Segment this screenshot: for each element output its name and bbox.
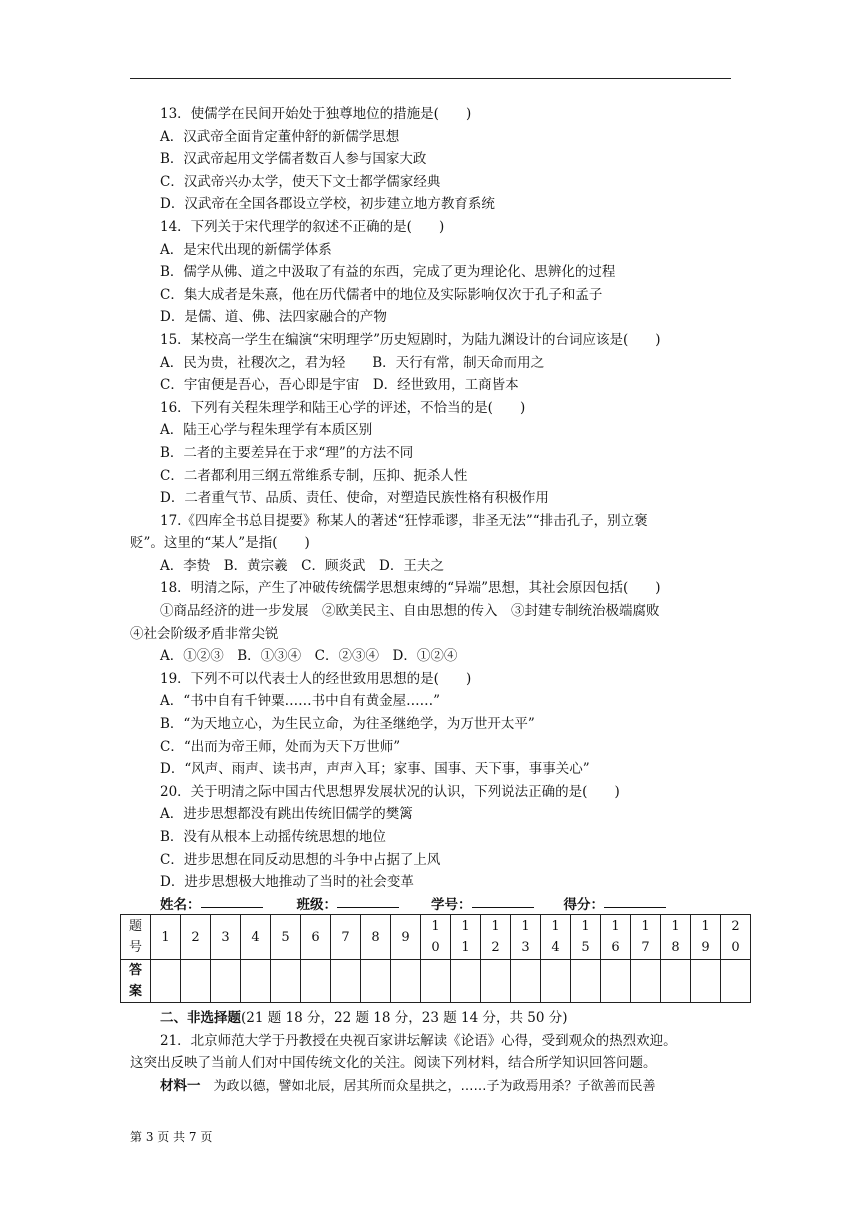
question-number-cell-char: 1 bbox=[521, 919, 530, 934]
option-line: A．进步思想都没有跳出传统旧儒学的樊篱 bbox=[160, 806, 413, 823]
answer-cell[interactable] bbox=[421, 960, 451, 1003]
question-number-cell-char: 9 bbox=[401, 929, 410, 945]
material-text: 为政以德，譬如北辰，居其所而众星拱之，……子为政焉用杀？子欲善而民善 bbox=[200, 1078, 656, 1094]
question-number-cell bbox=[451, 915, 481, 960]
question-number-cell bbox=[361, 915, 391, 960]
question-number-row bbox=[121, 915, 751, 960]
question-number-cell-char: 1 bbox=[701, 919, 710, 934]
answer-cell[interactable] bbox=[541, 960, 571, 1003]
option-line: C．宇宙便是吾心，吾心即是宇宙 D．经世致用，工商皆本 bbox=[160, 377, 519, 394]
question-number-cell bbox=[631, 915, 661, 960]
question-number-cell-char: 4 bbox=[251, 929, 260, 945]
question-continued-line: ④社会阶级矛盾非常尖锐 bbox=[130, 625, 279, 642]
section-two-scores: (21 题 18 分，22 题 18 分，23 题 14 分，共 50 分) bbox=[241, 1010, 568, 1026]
option-line: D．是儒、道、佛、法四家融合的产物 bbox=[160, 309, 387, 326]
question-number-header-char: 题 bbox=[128, 919, 142, 934]
answer-cell[interactable] bbox=[511, 960, 541, 1003]
question-number-cell bbox=[151, 915, 181, 960]
question-number-cell-char: 1 bbox=[551, 919, 560, 934]
question-number-cell-char: 1 bbox=[611, 919, 620, 934]
score-label: 得分： bbox=[563, 897, 604, 913]
question-stem-line: 20．关于明清之际中国古代思想界发展状况的认识，下列说法正确的是( ) bbox=[160, 783, 620, 800]
question-number-cell-char: 2 bbox=[191, 929, 200, 945]
question-number-cell-char: 3 bbox=[221, 929, 230, 945]
question-number-cell-char: 9 bbox=[701, 940, 710, 955]
q21-line-continued: 这突出反映了当前人们对中国传统文化的关注。阅读下列材料，结合所学知识回答问题。 bbox=[130, 1055, 657, 1072]
question-number-cell bbox=[391, 915, 421, 960]
question-number-cell-char: 1 bbox=[161, 929, 170, 945]
question-number-cell bbox=[211, 915, 241, 960]
question-number-cell bbox=[541, 915, 571, 960]
option-line: A．“书中自有千钟粟……书中自有黄金屋……” bbox=[160, 693, 441, 710]
option-line: C．进步思想在同反动思想的斗争中占据了上风 bbox=[160, 851, 441, 868]
q21-line: 21．北京师范大学于丹教授在央视百家讲坛解读《论语》心得，受到观众的热烈欢迎。 bbox=[160, 1032, 677, 1049]
option-line: A．李贽 B．黄宗羲 C．顾炎武 D．王夫之 bbox=[160, 557, 444, 574]
question-stem-line: 18．明清之际，产生了冲破传统儒学思想束缚的“异端”思想，其社会原因包括( ) bbox=[160, 580, 661, 597]
answer-cell[interactable] bbox=[601, 960, 631, 1003]
option-line: A．是宋代出现的新儒学体系 bbox=[160, 241, 332, 258]
option-line: B．汉武帝起用文学儒者数百人参与国家大政 bbox=[160, 151, 427, 168]
question-number-header bbox=[121, 915, 151, 960]
option-line: B．“为天地立心，为生民立命，为往圣继绝学，为万世开太平” bbox=[160, 716, 535, 733]
question-number-cell-char: 1 bbox=[641, 919, 650, 934]
question-number-cell bbox=[301, 915, 331, 960]
question-number-cell bbox=[271, 915, 301, 960]
question-number-cell-char: 5 bbox=[581, 940, 590, 955]
answer-cell[interactable] bbox=[481, 960, 511, 1003]
answer-cell[interactable] bbox=[331, 960, 361, 1003]
question-number-cell-char: 5 bbox=[281, 929, 290, 945]
answer-cell[interactable] bbox=[271, 960, 301, 1003]
question-stem-line: 17.《四库全书总目提要》称某人的著述“狂悖乖谬，非圣无法”“排击孔子，别立褒 bbox=[160, 512, 648, 529]
section-two bbox=[130, 1007, 740, 1097]
option-line: D．“风声、雨声、读书声，声声入耳；家事、国事、天下事，事事关心” bbox=[160, 761, 590, 778]
question-number-cell bbox=[661, 915, 691, 960]
class-label: 班级： bbox=[296, 897, 337, 913]
question-number-cell-char: 8 bbox=[371, 929, 380, 945]
question-continued-line: 贬”。这里的“某人”是指( ) bbox=[130, 535, 310, 552]
question-number-cell bbox=[571, 915, 601, 960]
question-stem-line: 16．下列有关程朱理学和陆王心学的评述，不恰当的是( ) bbox=[160, 399, 526, 416]
answer-cell[interactable] bbox=[211, 960, 241, 1003]
question-stem-line: ①商品经济的进一步发展 ②欧美民主、自由思想的传入 ③封建专制统治极端腐败 bbox=[160, 603, 660, 620]
question-number-cell-char: 3 bbox=[521, 940, 530, 955]
question-number-header-char: 号 bbox=[128, 940, 142, 955]
question-number-cell-char: 1 bbox=[671, 919, 680, 934]
section-two-heading bbox=[130, 1007, 740, 1030]
option-line: C．二者都利用三纲五常维系专制，压抑、扼杀人性 bbox=[160, 467, 468, 484]
answer-cell[interactable] bbox=[661, 960, 691, 1003]
question-number-cell bbox=[421, 915, 451, 960]
question-stem-line: 19．下列不可以代表士人的经世致用思想的是( ) bbox=[160, 670, 472, 687]
answer-header-char: 答 bbox=[128, 963, 142, 978]
option-line: D．进步思想极大地推动了当时的社会变革 bbox=[160, 874, 414, 891]
question-number-cell-char: 1 bbox=[431, 919, 440, 934]
page-footer: 第 3 页 共 7 页 bbox=[130, 1130, 213, 1144]
option-line: C．集大成者是朱熹，他在历代儒者中的地位及实际影响仅次于孔子和孟子 bbox=[160, 286, 603, 303]
answer-cell[interactable] bbox=[451, 960, 481, 1003]
option-line: D．二者重气节、品质、责任、使命，对塑造民族性格有积极作用 bbox=[160, 490, 549, 507]
question-number-cell-char: 2 bbox=[731, 919, 740, 934]
question-number-cell-char: 6 bbox=[611, 940, 620, 955]
option-line: B．儒学从佛、道之中汲取了有益的东西，完成了更为理论化、思辨化的过程 bbox=[160, 264, 616, 281]
question-number-cell-char: 7 bbox=[341, 929, 350, 945]
answer-cell[interactable] bbox=[301, 960, 331, 1003]
question-number-cell-char: 1 bbox=[581, 919, 590, 934]
class-blank[interactable] bbox=[337, 893, 399, 908]
material-line bbox=[130, 1075, 740, 1098]
option-line: B．二者的主要差异在于求“理”的方法不同 bbox=[160, 444, 414, 461]
option-line: D．汉武帝在全国各郡设立学校，初步建立地方教育系统 bbox=[160, 196, 495, 213]
question-number-cell bbox=[181, 915, 211, 960]
question-number-cell-char: 7 bbox=[641, 940, 650, 955]
answer-cell[interactable] bbox=[361, 960, 391, 1003]
question-number-cell bbox=[481, 915, 511, 960]
option-line: C．汉武帝兴办太学，使天下文士都学儒家经典 bbox=[160, 173, 441, 190]
name-blank[interactable] bbox=[201, 893, 263, 908]
score-blank[interactable] bbox=[604, 893, 666, 908]
header-rule bbox=[130, 78, 731, 79]
question-number-cell-char: 6 bbox=[311, 929, 320, 945]
question-number-cell-char: 2 bbox=[491, 940, 500, 955]
answer-row bbox=[121, 960, 751, 1003]
option-line: C．“出而为帝王师，处而为天下万世师” bbox=[160, 738, 401, 755]
answer-cell[interactable] bbox=[181, 960, 211, 1003]
question-number-cell bbox=[691, 915, 721, 960]
student-info-line bbox=[160, 893, 666, 913]
material-label: 材料一 bbox=[160, 1077, 201, 1094]
question-number-cell-char: 0 bbox=[431, 940, 440, 955]
question-list bbox=[130, 103, 735, 894]
answer-cell[interactable] bbox=[151, 960, 181, 1003]
option-line: A．汉武帝全面肯定董仲舒的新儒学思想 bbox=[160, 128, 400, 145]
question-number-cell bbox=[331, 915, 361, 960]
answer-cell[interactable] bbox=[691, 960, 721, 1003]
answer-cell[interactable] bbox=[721, 960, 751, 1003]
question-stem-line: 14．下列关于宋代理学的叙述不正确的是( ) bbox=[160, 218, 445, 235]
answer-table bbox=[120, 914, 751, 1003]
name-label: 姓名： bbox=[160, 897, 201, 913]
answer-cell[interactable] bbox=[391, 960, 421, 1003]
question-number-cell-char: 1 bbox=[491, 919, 500, 934]
answer-cell[interactable] bbox=[631, 960, 661, 1003]
answer-header bbox=[121, 960, 151, 1003]
option-line: A．陆王心学与程朱理学有本质区别 bbox=[160, 422, 373, 439]
option-line: A．①②③ B．①③④ C．②③④ D．①②④ bbox=[160, 648, 458, 665]
question-number-cell bbox=[721, 915, 751, 960]
question-number-cell-char: 4 bbox=[551, 940, 560, 955]
question-number-cell bbox=[601, 915, 631, 960]
question-stem-line: 13．使儒学在民间开始处于独尊地位的措施是( ) bbox=[160, 106, 472, 122]
question-number-cell-char: 8 bbox=[671, 940, 680, 955]
question-number-cell bbox=[241, 915, 271, 960]
question-number-cell-char: 0 bbox=[731, 940, 740, 955]
question-number-cell bbox=[511, 915, 541, 960]
id-blank[interactable] bbox=[472, 893, 534, 908]
question-stem-line: 15．某校高一学生在编演“宋明理学”历史短剧时，为陆九渊设计的台词应该是( ) bbox=[160, 331, 661, 348]
answer-cell[interactable] bbox=[241, 960, 271, 1003]
answer-header-char: 案 bbox=[128, 984, 142, 999]
option-line: A．民为贵，社稷次之，君为轻 B．天行有常，制天命而用之 bbox=[160, 354, 545, 371]
option-line: B．没有从根本上动摇传统思想的地位 bbox=[160, 829, 386, 845]
answer-cell[interactable] bbox=[571, 960, 601, 1003]
question-number-cell-char: 1 bbox=[461, 940, 470, 955]
section-two-title: 二、非选择题 bbox=[160, 1010, 241, 1026]
id-label: 学号： bbox=[431, 897, 472, 913]
question-number-cell-char: 1 bbox=[461, 919, 470, 934]
